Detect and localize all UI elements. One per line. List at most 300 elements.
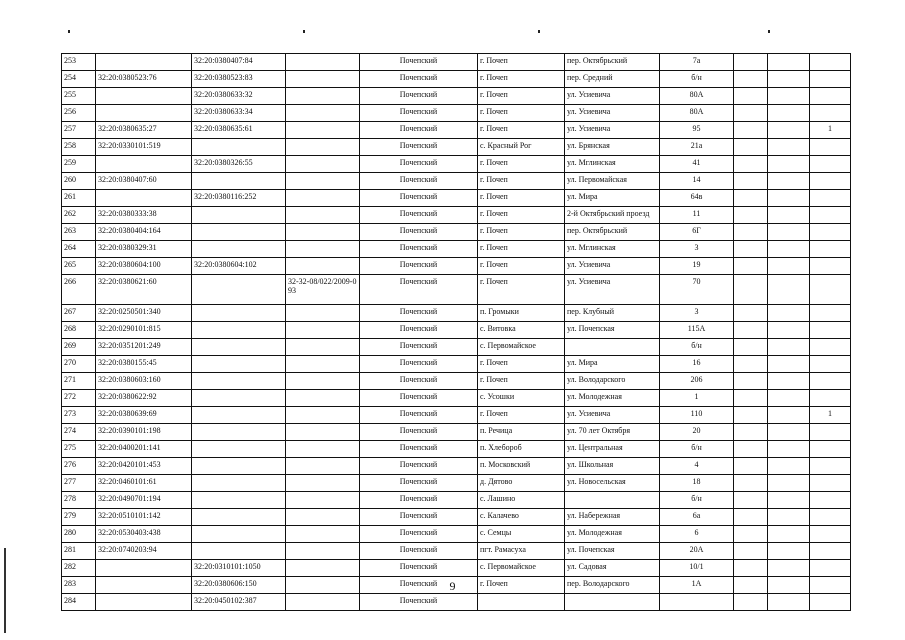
cadastral-number-cell — [96, 560, 192, 577]
street-cell: ул. Набережная — [565, 509, 660, 526]
flag-cell — [810, 356, 851, 373]
house-number-cell: 19 — [660, 258, 734, 275]
flag-cell — [810, 156, 851, 173]
empty-cell — [768, 156, 810, 173]
empty-cell — [734, 54, 768, 71]
flag-cell — [810, 475, 851, 492]
table-row — [62, 356, 851, 373]
flag-cell — [810, 173, 851, 190]
house-number-cell — [660, 594, 734, 611]
street-cell: ул. Мглинская — [565, 241, 660, 258]
street-cell: ул. Новосельская — [565, 475, 660, 492]
empty-cell — [768, 305, 810, 322]
locality-cell: г. Почеп — [478, 373, 565, 390]
empty-cell — [768, 139, 810, 156]
building-cadastral-cell — [192, 322, 286, 339]
district-cell: Почепский — [360, 390, 478, 407]
house-number-cell: 80А — [660, 105, 734, 122]
house-number-cell: 1А — [660, 577, 734, 594]
registration-number-cell — [286, 224, 360, 241]
cadastral-number-cell: 32:20:0250501:340 — [96, 305, 192, 322]
house-number-cell: 3 — [660, 241, 734, 258]
registration-number-cell — [286, 509, 360, 526]
district-cell: Почепский — [360, 543, 478, 560]
table-row — [62, 322, 851, 339]
flag-cell — [810, 241, 851, 258]
table-row — [62, 190, 851, 207]
empty-cell — [768, 173, 810, 190]
street-cell: ул. Почепская — [565, 322, 660, 339]
district-cell: Почепский — [360, 54, 478, 71]
flag-cell — [810, 275, 851, 305]
row-number-cell: 268 — [62, 322, 96, 339]
empty-cell — [734, 339, 768, 356]
house-number-cell: б/н — [660, 71, 734, 88]
row-number-cell: 279 — [62, 509, 96, 526]
table-row — [62, 258, 851, 275]
street-cell: ул. Садовая — [565, 560, 660, 577]
house-number-cell: б/н — [660, 441, 734, 458]
registration-number-cell — [286, 492, 360, 509]
house-number-cell: 1 — [660, 390, 734, 407]
registration-number-cell — [286, 139, 360, 156]
empty-cell — [734, 458, 768, 475]
house-number-cell: 21а — [660, 139, 734, 156]
cadastral-number-cell: 32:20:0380635:27 — [96, 122, 192, 139]
street-cell: ул. Мглинская — [565, 156, 660, 173]
registration-number-cell — [286, 105, 360, 122]
building-cadastral-cell — [192, 305, 286, 322]
row-number-cell: 264 — [62, 241, 96, 258]
building-cadastral-cell: 32:20:0380407:84 — [192, 54, 286, 71]
scan-mark — [768, 30, 770, 33]
empty-cell — [768, 339, 810, 356]
registration-number-cell — [286, 356, 360, 373]
locality-cell: с. Первомайское — [478, 560, 565, 577]
flag-cell — [810, 190, 851, 207]
registration-number-cell — [286, 71, 360, 88]
locality-cell: с. Калачево — [478, 509, 565, 526]
row-number-cell: 267 — [62, 305, 96, 322]
cadastral-number-cell: 32:20:0390101:198 — [96, 424, 192, 441]
cadastral-number-cell: 32:20:0380603:160 — [96, 373, 192, 390]
flag-cell — [810, 322, 851, 339]
empty-cell — [734, 526, 768, 543]
cadastral-number-cell: 32:20:0380329:31 — [96, 241, 192, 258]
house-number-cell: б/н — [660, 492, 734, 509]
cadastral-number-cell — [96, 88, 192, 105]
registration-number-cell — [286, 407, 360, 424]
district-cell: Почепский — [360, 122, 478, 139]
cadastral-number-cell — [96, 54, 192, 71]
row-number-cell: 258 — [62, 139, 96, 156]
registration-number-cell — [286, 424, 360, 441]
building-cadastral-cell — [192, 407, 286, 424]
house-number-cell: 20А — [660, 543, 734, 560]
empty-cell — [768, 526, 810, 543]
locality-cell: с. Лашино — [478, 492, 565, 509]
row-number-cell: 266 — [62, 275, 96, 305]
empty-cell — [734, 173, 768, 190]
flag-cell — [810, 509, 851, 526]
empty-cell — [734, 356, 768, 373]
district-cell: Почепский — [360, 305, 478, 322]
empty-cell — [768, 190, 810, 207]
district-cell: Почепский — [360, 258, 478, 275]
house-number-cell: 41 — [660, 156, 734, 173]
empty-cell — [768, 241, 810, 258]
district-cell: Почепский — [360, 577, 478, 594]
flag-cell: 1 — [810, 407, 851, 424]
flag-cell — [810, 373, 851, 390]
property-register-table — [61, 53, 851, 611]
empty-cell — [734, 275, 768, 305]
empty-cell — [768, 424, 810, 441]
table-row — [62, 526, 851, 543]
empty-cell — [734, 594, 768, 611]
flag-cell — [810, 441, 851, 458]
registration-number-cell — [286, 390, 360, 407]
flag-cell — [810, 458, 851, 475]
street-cell: ул. Володарского — [565, 373, 660, 390]
house-number-cell: 80А — [660, 88, 734, 105]
house-number-cell: 110 — [660, 407, 734, 424]
empty-cell — [768, 88, 810, 105]
table-row — [62, 105, 851, 122]
locality-cell: г. Почеп — [478, 88, 565, 105]
registration-number-cell — [286, 373, 360, 390]
locality-cell: пгт. Рамасуха — [478, 543, 565, 560]
registration-number-cell — [286, 305, 360, 322]
row-number-cell: 277 — [62, 475, 96, 492]
flag-cell — [810, 105, 851, 122]
flag-cell — [810, 71, 851, 88]
registration-number-cell — [286, 258, 360, 275]
table-row — [62, 71, 851, 88]
empty-cell — [768, 492, 810, 509]
district-cell: Почепский — [360, 407, 478, 424]
locality-cell: г. Почеп — [478, 190, 565, 207]
registration-number-cell — [286, 173, 360, 190]
locality-cell: г. Почеп — [478, 407, 565, 424]
street-cell — [565, 339, 660, 356]
empty-cell — [734, 71, 768, 88]
registration-number-cell — [286, 190, 360, 207]
empty-cell — [768, 105, 810, 122]
street-cell — [565, 492, 660, 509]
table-row — [62, 424, 851, 441]
registration-number-cell — [286, 594, 360, 611]
house-number-cell: б/н — [660, 339, 734, 356]
building-cadastral-cell: 32:20:0450102:387 — [192, 594, 286, 611]
row-number-cell: 259 — [62, 156, 96, 173]
district-cell: Почепский — [360, 190, 478, 207]
flag-cell: 1 — [810, 122, 851, 139]
flag-cell — [810, 594, 851, 611]
registration-number-cell — [286, 54, 360, 71]
locality-cell: г. Почеп — [478, 54, 565, 71]
locality-cell: с. Семцы — [478, 526, 565, 543]
locality-cell: г. Почеп — [478, 173, 565, 190]
house-number-cell: 14 — [660, 173, 734, 190]
scan-mark — [303, 30, 305, 33]
district-cell: Почепский — [360, 594, 478, 611]
building-cadastral-cell — [192, 139, 286, 156]
empty-cell — [768, 390, 810, 407]
street-cell: ул. Усиевича — [565, 258, 660, 275]
district-cell: Почепский — [360, 373, 478, 390]
empty-cell — [734, 560, 768, 577]
house-number-cell: 6а — [660, 509, 734, 526]
flag-cell — [810, 207, 851, 224]
page-number: 9 — [449, 579, 456, 593]
row-number-cell: 270 — [62, 356, 96, 373]
house-number-cell: 20 — [660, 424, 734, 441]
building-cadastral-cell — [192, 356, 286, 373]
registration-number-cell — [286, 475, 360, 492]
district-cell: Почепский — [360, 139, 478, 156]
district-cell: Почепский — [360, 509, 478, 526]
locality-cell: г. Почеп — [478, 156, 565, 173]
flag-cell — [810, 339, 851, 356]
row-number-cell: 282 — [62, 560, 96, 577]
street-cell: пер. Средний — [565, 71, 660, 88]
table-row — [62, 275, 851, 305]
building-cadastral-cell — [192, 475, 286, 492]
street-cell: ул. Молодежная — [565, 526, 660, 543]
building-cadastral-cell — [192, 441, 286, 458]
building-cadastral-cell — [192, 390, 286, 407]
house-number-cell: 16 — [660, 356, 734, 373]
street-cell: ул. Усиевича — [565, 105, 660, 122]
cadastral-number-cell: 32:20:0530403:438 — [96, 526, 192, 543]
empty-cell — [734, 543, 768, 560]
empty-cell — [768, 275, 810, 305]
street-cell: ул. Мира — [565, 356, 660, 373]
row-number-cell: 272 — [62, 390, 96, 407]
table-row — [62, 224, 851, 241]
street-cell: пер. Володарского — [565, 577, 660, 594]
empty-cell — [768, 356, 810, 373]
building-cadastral-cell — [192, 509, 286, 526]
locality-cell: с. Красный Рог — [478, 139, 565, 156]
house-number-cell: 7а — [660, 54, 734, 71]
district-cell: Почепский — [360, 105, 478, 122]
street-cell: ул. Школьная — [565, 458, 660, 475]
building-cadastral-cell — [192, 458, 286, 475]
district-cell: Почепский — [360, 526, 478, 543]
district-cell: Почепский — [360, 207, 478, 224]
table-row — [62, 407, 851, 424]
building-cadastral-cell: 32:20:0380633:34 — [192, 105, 286, 122]
locality-cell: г. Почеп — [478, 105, 565, 122]
empty-cell — [734, 258, 768, 275]
cadastral-number-cell — [96, 594, 192, 611]
empty-cell — [734, 424, 768, 441]
building-cadastral-cell: 32:20:0380116:252 — [192, 190, 286, 207]
cadastral-number-cell: 32:20:0380604:100 — [96, 258, 192, 275]
building-cadastral-cell — [192, 224, 286, 241]
empty-cell — [768, 509, 810, 526]
cadastral-number-cell — [96, 105, 192, 122]
table-row — [62, 241, 851, 258]
house-number-cell: 4 — [660, 458, 734, 475]
empty-cell — [734, 88, 768, 105]
empty-cell — [734, 207, 768, 224]
empty-cell — [768, 458, 810, 475]
district-cell: Почепский — [360, 224, 478, 241]
house-number-cell: 70 — [660, 275, 734, 305]
district-cell: Почепский — [360, 475, 478, 492]
district-cell: Почепский — [360, 424, 478, 441]
empty-cell — [734, 509, 768, 526]
empty-cell — [734, 105, 768, 122]
locality-cell: п. Московский — [478, 458, 565, 475]
locality-cell: с. Первомайское — [478, 339, 565, 356]
empty-cell — [768, 441, 810, 458]
empty-cell — [734, 139, 768, 156]
empty-cell — [768, 373, 810, 390]
row-number-cell: 280 — [62, 526, 96, 543]
district-cell: Почепский — [360, 560, 478, 577]
locality-cell: п. Хлебороб — [478, 441, 565, 458]
cadastral-number-cell: 32:20:0380523:76 — [96, 71, 192, 88]
row-number-cell: 276 — [62, 458, 96, 475]
locality-cell: г. Почеп — [478, 224, 565, 241]
house-number-cell: 115А — [660, 322, 734, 339]
table-row — [62, 475, 851, 492]
table-row — [62, 173, 851, 190]
building-cadastral-cell — [192, 424, 286, 441]
cadastral-number-cell: 32:20:0490701:194 — [96, 492, 192, 509]
empty-cell — [734, 390, 768, 407]
scan-mark — [538, 30, 540, 33]
table-row — [62, 594, 851, 611]
row-number-cell: 254 — [62, 71, 96, 88]
district-cell: Почепский — [360, 241, 478, 258]
row-number-cell: 257 — [62, 122, 96, 139]
empty-cell — [734, 322, 768, 339]
building-cadastral-cell — [192, 373, 286, 390]
cadastral-number-cell: 32:20:0400201:141 — [96, 441, 192, 458]
building-cadastral-cell: 32:20:0380326:55 — [192, 156, 286, 173]
flag-cell — [810, 390, 851, 407]
row-number-cell: 274 — [62, 424, 96, 441]
district-cell: Почепский — [360, 339, 478, 356]
row-number-cell: 255 — [62, 88, 96, 105]
table-row — [62, 441, 851, 458]
building-cadastral-cell — [192, 275, 286, 305]
street-cell: пер. Клубный — [565, 305, 660, 322]
locality-cell: г. Почеп — [478, 275, 565, 305]
building-cadastral-cell — [192, 492, 286, 509]
house-number-cell: 3 — [660, 305, 734, 322]
locality-cell: п. Речица — [478, 424, 565, 441]
table-row — [62, 390, 851, 407]
registration-number-cell — [286, 458, 360, 475]
locality-cell: г. Почеп — [478, 122, 565, 139]
empty-cell — [768, 122, 810, 139]
street-cell: ул. 70 лет Октября — [565, 424, 660, 441]
street-cell: ул. Первомайская — [565, 173, 660, 190]
street-cell: ул. Центральная — [565, 441, 660, 458]
locality-cell: с. Усошки — [478, 390, 565, 407]
street-cell: ул. Усиевича — [565, 275, 660, 305]
table-row — [62, 207, 851, 224]
empty-cell — [734, 475, 768, 492]
table-row — [62, 509, 851, 526]
building-cadastral-cell: 32:20:0380604:102 — [192, 258, 286, 275]
cadastral-number-cell: 32:20:0351201:249 — [96, 339, 192, 356]
registration-number-cell — [286, 543, 360, 560]
house-number-cell: 95 — [660, 122, 734, 139]
row-number-cell: 253 — [62, 54, 96, 71]
table-row — [62, 543, 851, 560]
empty-cell — [768, 258, 810, 275]
district-cell: Почепский — [360, 441, 478, 458]
table-row — [62, 492, 851, 509]
cadastral-number-cell — [96, 190, 192, 207]
locality-cell: г. Почеп — [478, 241, 565, 258]
empty-cell — [734, 190, 768, 207]
cadastral-number-cell: 32:20:0380621:60 — [96, 275, 192, 305]
table-row — [62, 305, 851, 322]
table-row — [62, 560, 851, 577]
row-number-cell: 283 — [62, 577, 96, 594]
registration-number-cell — [286, 88, 360, 105]
locality-cell: г. Почеп — [478, 71, 565, 88]
registration-number-cell — [286, 122, 360, 139]
cadastral-number-cell: 32:20:0380622:92 — [96, 390, 192, 407]
building-cadastral-cell — [192, 241, 286, 258]
street-cell: пер. Октябрьский — [565, 54, 660, 71]
empty-cell — [734, 373, 768, 390]
row-number-cell: 281 — [62, 543, 96, 560]
empty-cell — [768, 475, 810, 492]
empty-cell — [734, 122, 768, 139]
scan-mark — [68, 30, 70, 33]
registration-number-cell — [286, 560, 360, 577]
empty-cell — [734, 156, 768, 173]
table-row — [62, 339, 851, 356]
house-number-cell: 206 — [660, 373, 734, 390]
registration-number-cell — [286, 207, 360, 224]
district-cell: Почепский — [360, 88, 478, 105]
flag-cell — [810, 258, 851, 275]
building-cadastral-cell: 32:20:0380633:32 — [192, 88, 286, 105]
flag-cell — [810, 54, 851, 71]
table-row — [62, 139, 851, 156]
district-cell: Почепский — [360, 71, 478, 88]
empty-cell — [768, 543, 810, 560]
street-cell: ул. Почепская — [565, 543, 660, 560]
street-cell — [565, 594, 660, 611]
cadastral-number-cell: 32:20:0290101:815 — [96, 322, 192, 339]
street-cell: ул. Молодежная — [565, 390, 660, 407]
flag-cell — [810, 224, 851, 241]
cadastral-number-cell: 32:20:0380407:60 — [96, 173, 192, 190]
street-cell: ул. Мира — [565, 190, 660, 207]
flag-cell — [810, 88, 851, 105]
building-cadastral-cell — [192, 543, 286, 560]
registration-number-cell — [286, 241, 360, 258]
street-cell: ул. Брянская — [565, 139, 660, 156]
locality-cell: г. Почеп — [478, 577, 565, 594]
empty-cell — [768, 594, 810, 611]
district-cell: Почепский — [360, 458, 478, 475]
row-number-cell: 271 — [62, 373, 96, 390]
cadastral-number-cell — [96, 156, 192, 173]
